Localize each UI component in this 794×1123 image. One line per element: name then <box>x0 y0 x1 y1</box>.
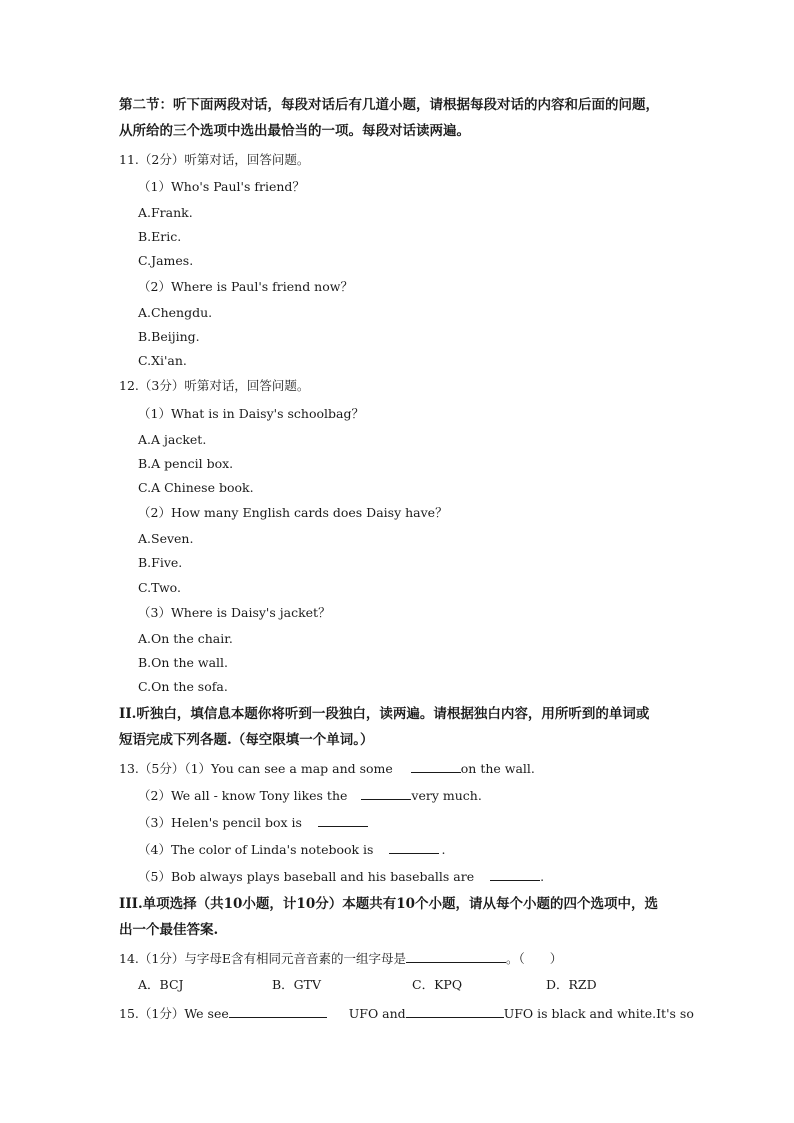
q14-stem-post: 。（ ） <box>505 951 563 966</box>
q12-sub3-question: （3）Where is Daisy's jacket？ <box>138 605 331 620</box>
q15-blank-2[interactable] <box>406 1005 504 1018</box>
q12-sub1-option-b: B.A pencil box. <box>138 456 234 471</box>
q13-item-2 <box>138 787 482 804</box>
q12-sub1-question: （1）What is in Daisy's schoolbag？ <box>138 406 364 421</box>
q14-option-c: C．KPQ <box>412 977 463 992</box>
q11-sub1-option-a: A.Frank. <box>138 205 193 220</box>
q15-stem <box>119 1005 694 1022</box>
section2-header-line1: 第二节：听下面两段对话，每段对话后有几道小题，请根据每段对话的内容和后面的问题， <box>119 97 659 113</box>
q14-option-a: A．BCJ <box>138 977 184 992</box>
q11-sub1-question: （1）Who's Paul's friend？ <box>138 179 305 194</box>
q13-item-5-pre: （5）Bob always plays baseball and his baseballs are <box>138 869 475 884</box>
q12-sub3-option-a: A.On the chair. <box>138 631 233 646</box>
section2-header-line2: 从所给的三个选项中选出最恰当的一项。每段对话读两遍。 <box>119 123 470 139</box>
q12-sub2-option-b: B.Five. <box>138 555 183 570</box>
q13-item-2-pre: （2）We all - know Tony likes the <box>138 788 348 803</box>
q15-part3: UFO is black and white.It's so <box>503 1006 694 1021</box>
q12-stem: 12.（3分）听第对话，回答问题。 <box>119 378 310 393</box>
section-ii-line1: II.听独白，填信息本题你将听到一段独白，读两遍。请根据独白内容，用所听到的单词或 <box>119 706 650 722</box>
q13-item-1-pre: 13.（5分）（1）You can see a map and some <box>119 761 393 776</box>
q11-sub2-option-a: A.Chengdu. <box>138 305 213 320</box>
q13-item-5-post: . <box>540 869 545 884</box>
q12-sub3-option-b: B.On the wall. <box>138 655 228 670</box>
q13-item-5-blank[interactable] <box>490 868 540 881</box>
q13-item-3 <box>138 814 368 831</box>
section-iii-line2: 出一个最佳答案. <box>119 922 219 938</box>
q13-item-3-pre: （3）Helen's pencil box is <box>138 815 302 830</box>
q13-item-4-pre: （4）The color of Linda's notebook is <box>138 842 374 857</box>
q12-sub1-option-a: A.A jacket. <box>138 432 207 447</box>
section-ii-line2: 短语完成下列各题.（每空限填一个单词。） <box>119 732 374 748</box>
q11-sub2-option-b: B.Beijing. <box>138 329 200 344</box>
q13-item-3-blank[interactable] <box>318 814 368 827</box>
q12-sub2-option-a: A.Seven. <box>138 531 194 546</box>
q13-item-1-blank[interactable] <box>411 760 461 773</box>
q11-sub2-option-c: C.Xi'an. <box>138 353 187 368</box>
q13-item-2-blank[interactable] <box>361 787 411 800</box>
q11-sub2-question: （2）Where is Paul's friend now？ <box>138 279 353 294</box>
q13-item-4-blank[interactable] <box>389 841 439 854</box>
q11-sub1-option-b: B.Eric. <box>138 229 182 244</box>
section-iii-line1: III.单项选择（共10小题，计10分）本题共有10个小题，请从每个小题的四个选项中，选 <box>119 896 659 912</box>
q12-sub2-option-c: C.Two. <box>138 580 181 595</box>
q14-stem <box>119 950 562 967</box>
q13-item-4-post: . <box>441 842 446 857</box>
q11-sub1-option-c: C.James. <box>138 253 194 268</box>
q13-item-4 <box>138 841 445 858</box>
q14-option-b: B．GTV <box>272 977 322 992</box>
q15-part2: UFO and <box>348 1006 406 1021</box>
q13-item-1 <box>119 760 535 777</box>
q15-part1: 15.（1分）We see <box>119 1006 229 1021</box>
q14-blank[interactable] <box>406 950 506 963</box>
q13-item-1-post: on the wall. <box>460 761 535 776</box>
q12-sub3-option-c: C.On the sofa. <box>138 679 228 694</box>
q12-sub2-question: （2）How many English cards does Daisy have？ <box>138 505 448 520</box>
q15-blank-1[interactable] <box>229 1005 327 1018</box>
q13-item-5 <box>138 868 544 885</box>
q13-item-2-post: very much. <box>411 788 482 803</box>
q11-stem: 11.（2分）听第对话，回答问题。 <box>119 152 310 167</box>
q14-option-d: D．RZD <box>546 977 597 992</box>
q12-sub1-option-c: C.A Chinese book. <box>138 480 254 495</box>
q14-stem-pre: 14.（1分）与字母E含有相同元音音素的一组字母是 <box>119 951 406 966</box>
